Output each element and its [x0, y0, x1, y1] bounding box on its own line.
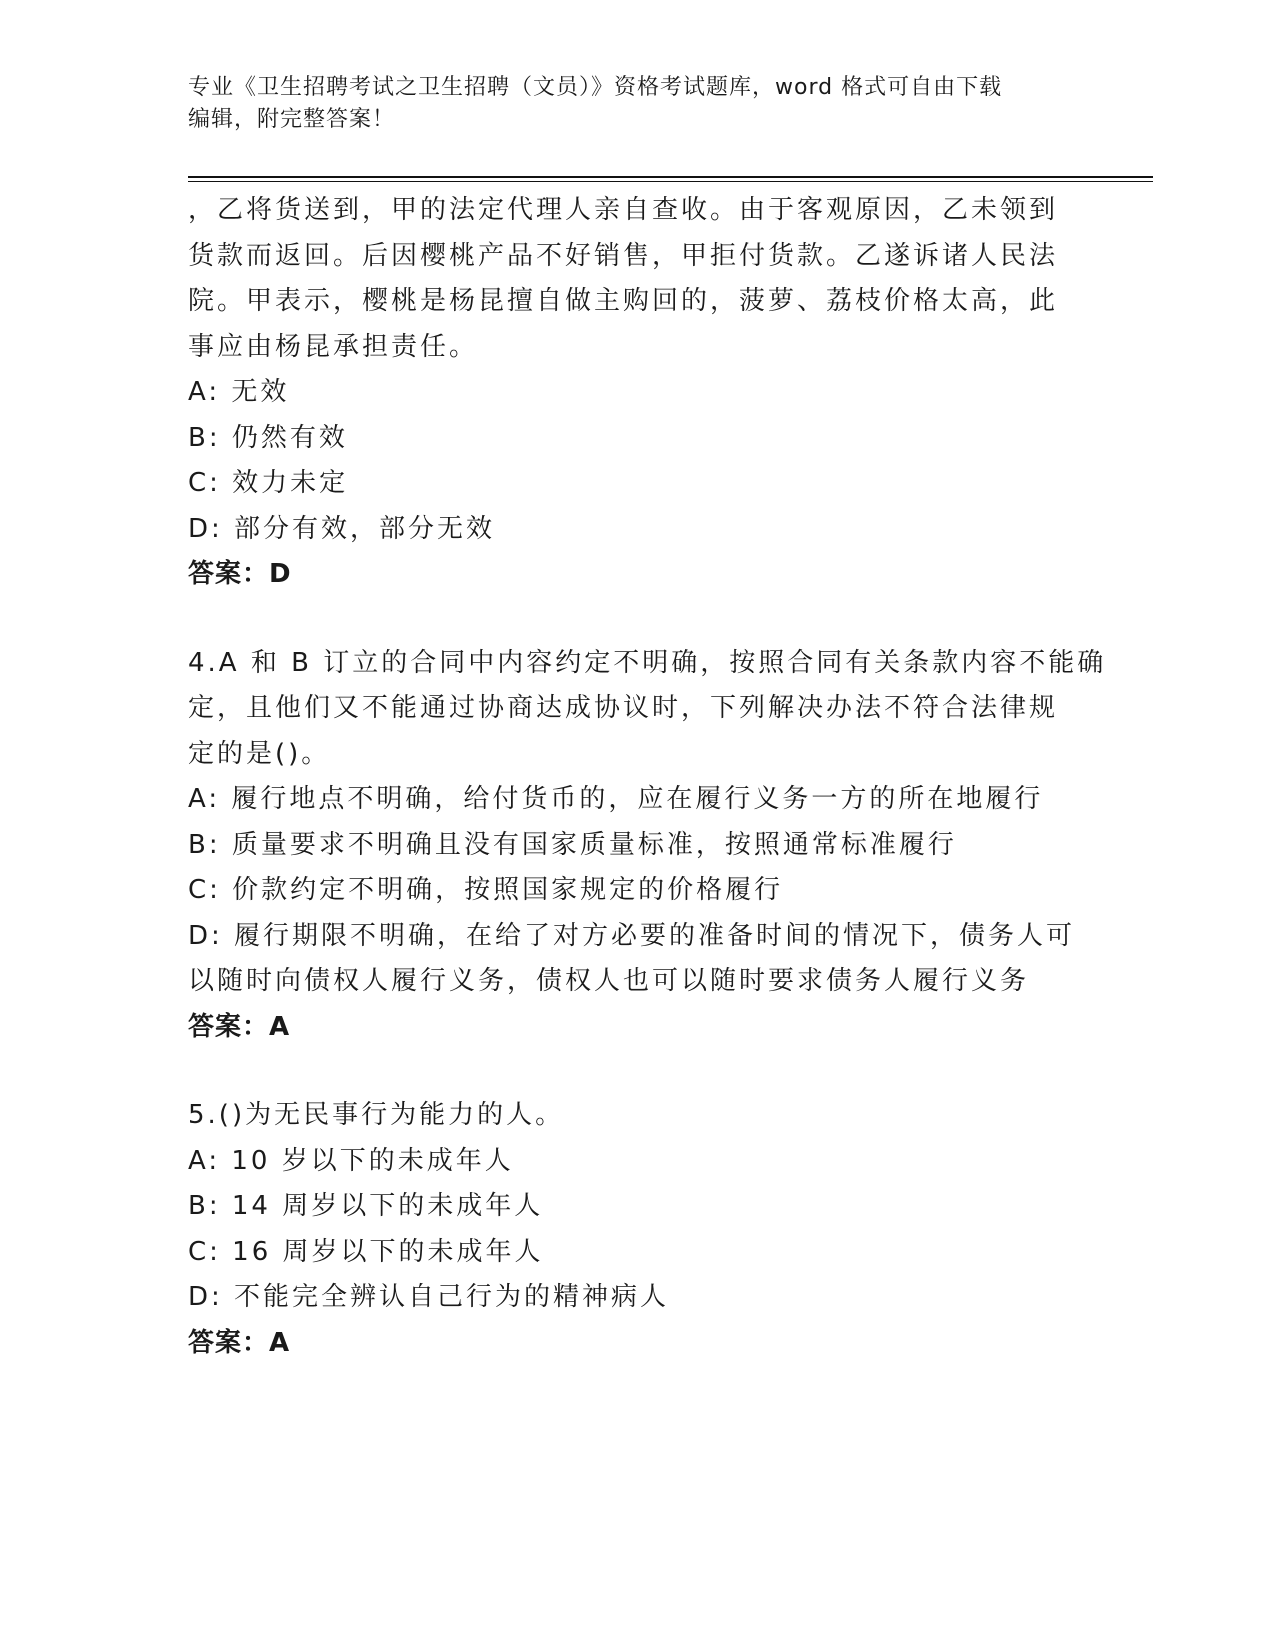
- page-header: [188, 72, 1078, 136]
- document-body: [188, 188, 1107, 1366]
- option-c: C: 16 周岁以下的未成年人: [188, 1236, 544, 1267]
- option-c: C: 效力未定: [188, 468, 349, 498]
- option-a: A: 无效: [188, 377, 290, 407]
- question-text-line: 院。甲表示，樱桃是杨昆擅自做主购回的，菠萝、荔枝价格太高，此: [188, 286, 1059, 316]
- option-b: B: 质量要求不明确且没有国家质量标准，按照通常标准履行: [188, 829, 957, 860]
- spacer: [188, 598, 1088, 641]
- answer-label: 答案：A: [188, 1327, 291, 1358]
- question-text-line: 事应由杨昆承担责任。: [188, 331, 479, 362]
- question-4: [188, 641, 1107, 1051]
- option-c: C: 价款约定不明确，按照国家规定的价格履行: [188, 875, 784, 905]
- option-b: B: 仍然有效: [188, 422, 348, 453]
- option-a: A: 10 岁以下的未成年人: [188, 1145, 514, 1176]
- header-divider: [188, 176, 1153, 182]
- question-5: [188, 1093, 1088, 1366]
- option-b: B: 14 周岁以下的未成年人: [188, 1191, 544, 1221]
- option-d: D: 履行期限不明确，在给了对方必要的准备时间的情况下，债务人可: [188, 920, 1076, 951]
- question-text-line: 定，且他们又不能通过协商达成协议时，下列解决办法不符合法律规: [188, 693, 1059, 723]
- answer-label: 答案：A: [188, 1011, 291, 1042]
- spacer: [188, 1050, 1088, 1093]
- header-line-2: 编辑，附完整答案！: [188, 107, 396, 132]
- question-text-line: 货款而返回。后因樱桃产品不好销售，甲拒付货款。乙遂诉诸人民法: [188, 240, 1059, 271]
- question-text-line: ，乙将货送到，甲的法定代理人亲自查收。由于客观原因，乙未领到: [188, 195, 1059, 225]
- header-line-1: 专业《卫生招聘考试之卫生招聘（文员）》资格考试题库，word 格式可自由下载: [188, 75, 1003, 100]
- option-a: A: 履行地点不明确，给付货币的，应在履行义务一方的所在地履行: [188, 784, 1044, 814]
- option-d: D: 不能完全辨认自己行为的精神病人: [188, 1282, 670, 1312]
- answer-label: 答案：D: [188, 559, 292, 589]
- question-text-line: 定的是()。: [188, 738, 331, 769]
- question-3: [188, 188, 1088, 598]
- option-d: D: 部分有效，部分无效: [188, 513, 496, 544]
- option-d-continued: 以随时向债权人履行义务，债权人也可以随时要求债务人履行义务: [188, 966, 1030, 996]
- question-text-line: 4.A 和 B 订立的合同中内容约定不明确，按照合同有关条款内容不能确: [188, 647, 1107, 678]
- question-text-line: 5.()为无民事行为能力的人。: [188, 1100, 565, 1130]
